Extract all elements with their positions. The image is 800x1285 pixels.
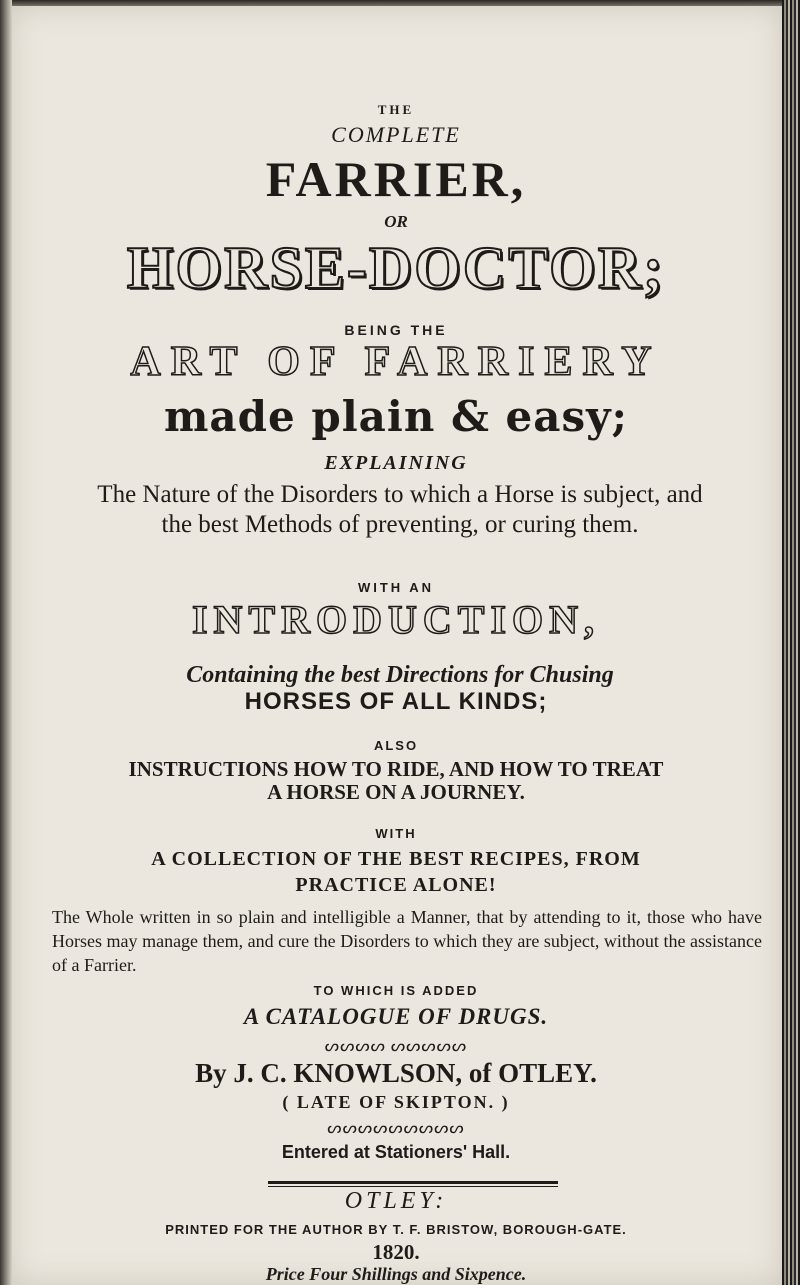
text-late-of: ( LATE OF SKIPTON. ) [282,1092,510,1112]
text-whole-written: The Whole written in so plain and intelligible a Manner, that by attending to it, those who have Horses may manage them, and cure the Disorders to which they are subject, without the assistance of a Farrier. [52,907,762,975]
book-binding-edge [782,0,800,1285]
heading-explaining: EXPLAINING [324,452,468,474]
text-nature-of-disorders: The Nature of the Disorders to which a Horse is subject, and the best Methods of preventing, or curing them. [97,481,703,538]
text-instructions-line1: INSTRUCTIONS HOW TO RIDE, AND HOW TO TREAT [128,757,664,781]
blackletter-made-plain: made plain & easy; [163,392,629,441]
text-also: ALSO [373,738,419,753]
imprint-printer: PRINTED FOR THE AUTHOR BY T. F. BRISTOW, BOROUGH-GATE. [165,1222,627,1237]
text-collection-line2: PRACTICE ALONE! [295,874,497,896]
text-to-which-added: TO WHICH IS ADDED [313,983,479,998]
text-being-the: BEING THE [344,322,448,338]
imprint-place: OTLEY: [344,1188,448,1214]
heading-farrier: FARRIER, [265,151,527,207]
text-instructions-line2: A HORSE ON A JOURNEY. [267,780,525,804]
heading-the: THE [377,102,415,117]
heading-art-of-farriery: ART OF FARRIERY [130,339,662,385]
heading-catalogue: A CATALOGUE OF DRUGS. [243,1004,549,1029]
ornament-rule-bottom: ᔕᔕᔕᔕᔕᔕᔕᔕᔕ [327,1120,465,1137]
text-author: By J. C. KNOWLSON, of OTLEY. [195,1058,597,1088]
imprint-year: 1820. [372,1240,420,1264]
heading-horses-all-kinds: HORSES OF ALL KINDS; [244,688,548,715]
divider-thin [268,1186,558,1187]
heading-complete: COMPLETE [331,122,461,147]
text-containing: Containing the best Directions for Chusing [186,662,614,688]
imprint-price: Price Four Shillings and Sixpence. [265,1264,527,1284]
heading-or: OR [384,212,408,231]
text-with: WITH [375,826,417,841]
text-collection-line1: A COLLECTION OF THE BEST RECIPES, FROM [151,848,641,870]
ornament-rule-top: ᔕᔕᔕᔕ ᔕᔕᔕᔕᔕ [324,1038,468,1055]
divider-thick [268,1181,558,1184]
heading-horse-doctor: HORSE-DOCTOR; [126,235,666,301]
heading-introduction: INTRODUCTION, [191,597,601,642]
text-with-an: WITH AN [357,580,435,595]
text-entered-stationers: Entered at Stationers' Hall. [281,1142,511,1162]
